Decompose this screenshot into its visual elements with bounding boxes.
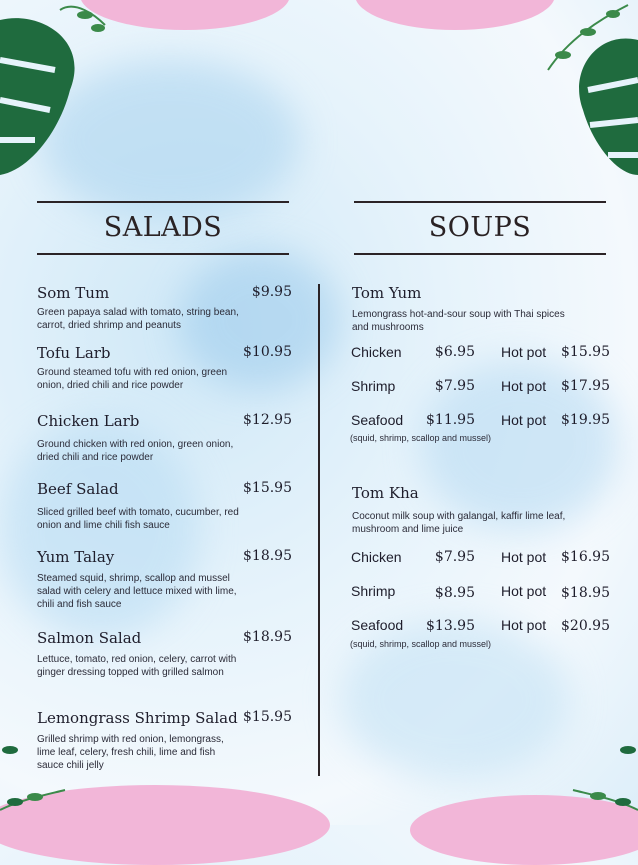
soups-heading-block <box>354 201 606 255</box>
monstera-leaf-icon <box>528 0 638 180</box>
soup-option-label: Seafood <box>351 617 404 633</box>
menu-item-som-tum <box>37 284 292 332</box>
menu-item-salmon-salad <box>37 629 292 679</box>
hotpot-label: Hot pot <box>501 617 547 633</box>
menu-item-description: Green papaya salad with tomato, string bean, carrot, dried shrimp and peanuts <box>37 307 239 331</box>
menu-item-name: Tofu Larb <box>37 344 111 362</box>
soup-name-tom-yum: Tom Yum <box>352 284 422 302</box>
soup-option-price: $11.95 <box>426 412 475 428</box>
hotpot-price: $15.95 <box>561 344 610 360</box>
menu-item-name: Lemongrass Shrimp Salad <box>37 709 238 727</box>
salads-heading: SALADS <box>103 212 223 243</box>
hotpot-price: $17.95 <box>561 378 610 394</box>
soup-name-tom-kha: Tom Kha <box>352 484 419 502</box>
menu-item-price: $10.95 <box>243 344 292 360</box>
soup-option-price: $7.95 <box>434 378 475 394</box>
menu-item-name: Salmon Salad <box>37 629 142 647</box>
menu-item-price: $15.95 <box>243 709 292 725</box>
hotpot-label: Hot pot <box>501 378 547 394</box>
menu-item-name: Yum Talay <box>37 548 115 566</box>
pink-blob-top-left <box>80 0 290 30</box>
menu-item-description: Ground steamed tofu with red onion, green onion, dried chili and rice powder <box>37 367 228 391</box>
hotpot-label: Hot pot <box>501 583 547 599</box>
soup-option-price: $7.95 <box>434 549 475 565</box>
soup-option-label: Seafood <box>351 412 404 428</box>
menu-item-beef-salad <box>37 480 292 532</box>
seafood-note: (squid, shrimp, scallop and mussel) <box>350 433 492 443</box>
menu-item-price: $18.95 <box>243 548 292 564</box>
menu-item-name: Chicken Larb <box>37 412 140 430</box>
menu-item-name: Som Tum <box>37 284 110 302</box>
menu-item-price: $9.95 <box>251 284 292 300</box>
menu-item-chicken-larb <box>37 412 292 464</box>
soup-option-label: Chicken <box>351 549 402 565</box>
soup-option-label: Chicken <box>351 344 402 360</box>
soup-description: Lemongrass hot-and-sour soup with Thai spices and mushrooms <box>352 309 565 333</box>
monstera-leaf-icon <box>0 0 110 180</box>
menu-item-description: Sliced grilled beef with tomato, cucumber, red onion and lime chili fish sauce <box>37 507 239 531</box>
menu-item-yum-talay <box>37 548 292 611</box>
menu-item-name: Beef Salad <box>37 480 119 498</box>
menu-item-description: Ground chicken with red onion, green onion, dried chili and rice powder <box>37 439 234 463</box>
soup-option-label: Shrimp <box>351 583 396 599</box>
hotpot-price: $16.95 <box>561 549 610 565</box>
soup-description: Coconut milk soup with galangal, kaffir lime leaf, mushroom and lime juice <box>352 511 566 535</box>
hotpot-label: Hot pot <box>501 549 547 565</box>
menu-item-description: Steamed squid, shrimp, scallop and mussel salad with celery and lettuce mixed with lime, chili and fish sauce <box>37 573 237 610</box>
hotpot-price: $19.95 <box>561 412 610 428</box>
pink-blob-top-right <box>355 0 555 30</box>
soup-option-price: $6.95 <box>434 344 475 360</box>
salads-heading-block <box>37 201 289 255</box>
hotpot-price: $20.95 <box>561 618 610 634</box>
menu-item-price: $18.95 <box>243 629 292 645</box>
vine-sprig-icon <box>568 740 638 825</box>
hotpot-label: Hot pot <box>501 412 547 428</box>
menu-item-description: Lettuce, tomato, red onion, celery, carrot with ginger dressing topped with grilled salmon <box>37 654 237 678</box>
menu-item-price: $12.95 <box>243 412 292 428</box>
soup-option-label: Shrimp <box>351 378 396 394</box>
menu-item-price: $15.95 <box>243 480 292 496</box>
soup-option-price: $8.95 <box>434 585 475 601</box>
menu-item-description: Grilled shrimp with red onion, lemongrass, lime leaf, celery, fresh chili, lime and fish sauce chili jelly <box>37 734 224 771</box>
menu-item-lemongrass-shrimp-salad <box>37 709 292 772</box>
column-divider <box>318 284 320 776</box>
heading-rule <box>354 253 606 255</box>
hotpot-price: $18.95 <box>561 585 610 601</box>
soups-heading: SOUPS <box>428 212 532 243</box>
seafood-note: (squid, shrimp, scallop and mussel) <box>350 639 492 649</box>
soup-option-price: $13.95 <box>426 618 475 634</box>
menu-item-tofu-larb <box>37 344 292 392</box>
hotpot-label: Hot pot <box>501 344 547 360</box>
heading-rule <box>37 253 289 255</box>
